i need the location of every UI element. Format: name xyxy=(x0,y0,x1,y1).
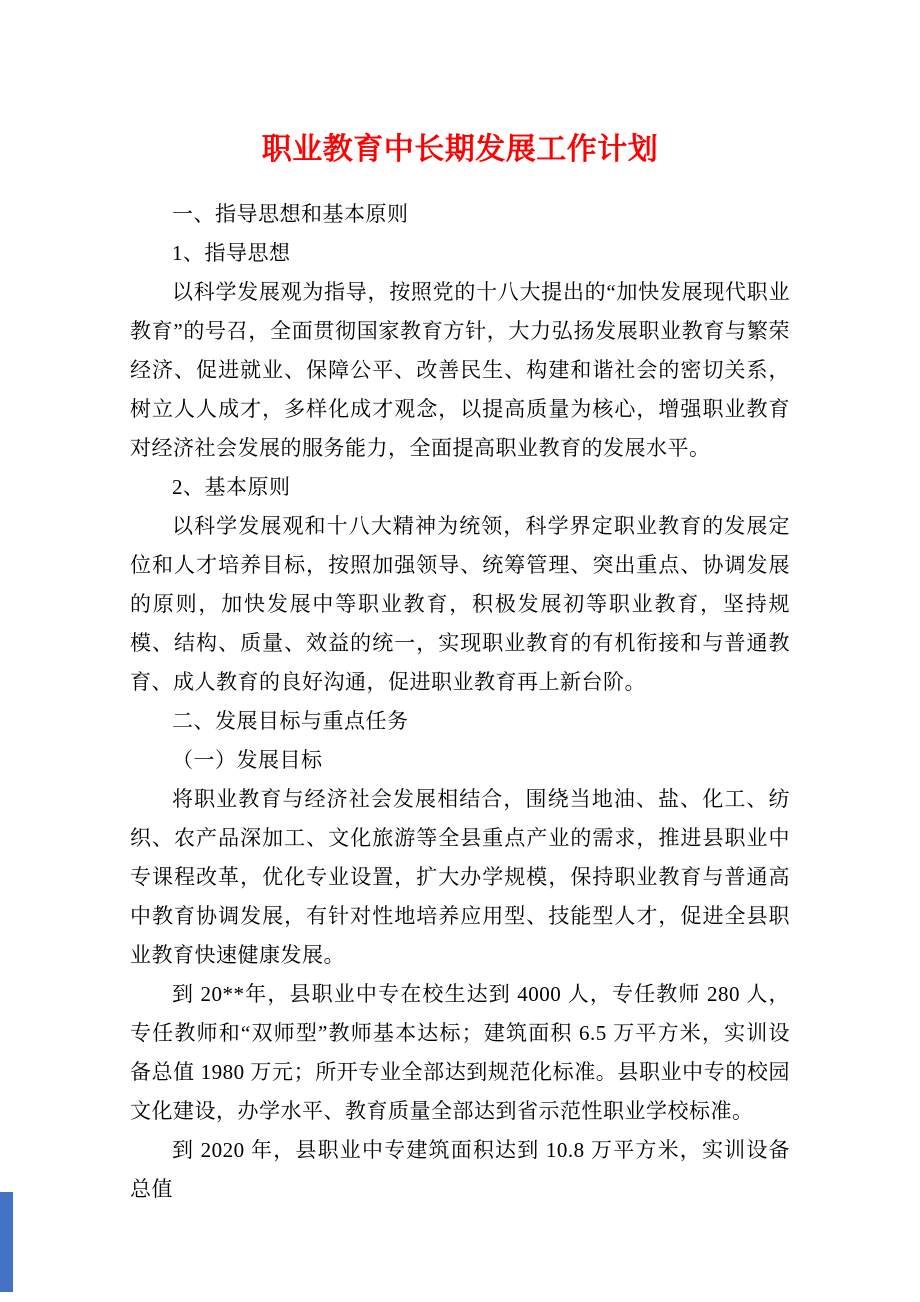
subsection-heading-guiding-thought: 1、指导思想 xyxy=(172,241,291,265)
left-edge-blue-bar xyxy=(0,1192,13,1292)
subsection-heading-basic-principles: 2、基本原则 xyxy=(172,475,291,499)
document-title: 职业教育中长期发展工作计划 xyxy=(261,133,659,166)
paragraph-target-20xx: 到 20**年，县职业中专在校生达到 4000 人，专任教师 280 人，专任教师和“双师型”教师基本达标；建筑面积 6.5 万平方米，实训设备总值 1980 万元；所开专业全部达到规范化标准。县职业中专的校园文化建设，办学水平、教育质量全部达到省示范性职业学校标准。 xyxy=(130,982,790,1123)
section-heading-guiding-principles: 一、指导思想和基本原则 xyxy=(172,202,409,226)
paragraph-development-goals-body: 将职业教育与经济社会发展相结合，围绕当地油、盐、化工、纺织、农产品深加工、文化旅游等全县重点产业的需求，推进县职业中专课程改革，优化专业设置，扩大办学规模，保持职业教育与普通高中教育协调发展，有针对性地培养应用型、技能型人才，促进全县职业教育快速健康发展。 xyxy=(130,787,790,967)
subsection-heading-development-goals: （一）发展目标 xyxy=(172,748,323,772)
paragraph-basic-principles-body: 以科学发展观和十八大精神为统领，科学界定职业教育的发展定位和人才培养目标，按照加强领导、统筹管理、突出重点、协调发展的原则，加快发展中等职业教育，积极发展初等职业教育，坚持规模、结构、质量、效益的统一，实现职业教育的有机衔接和与普通教育、成人教育的良好沟通，促进职业教育再上新台阶。 xyxy=(130,514,790,694)
paragraph-target-2020: 到 2020 年，县职业中专建筑面积达到 10.8 万平方米，实训设备总值 xyxy=(130,1138,790,1201)
paragraph-guiding-thought-body: 以科学发展观为指导，按照党的十八大提出的“加快发展现代职业教育”的号召，全面贯彻国家教育方针，大力弘扬发展职业教育与繁荣经济、促进就业、保障公平、改善民生、构建和谐社会的密切关系，树立人人成才，多样化成才观念，以提高质量为核心，增强职业教育对经济社会发展的服务能力，全面提高职业教育的发展水平。 xyxy=(130,280,790,460)
section-heading-goals-and-tasks: 二、发展目标与重点任务 xyxy=(172,709,409,733)
